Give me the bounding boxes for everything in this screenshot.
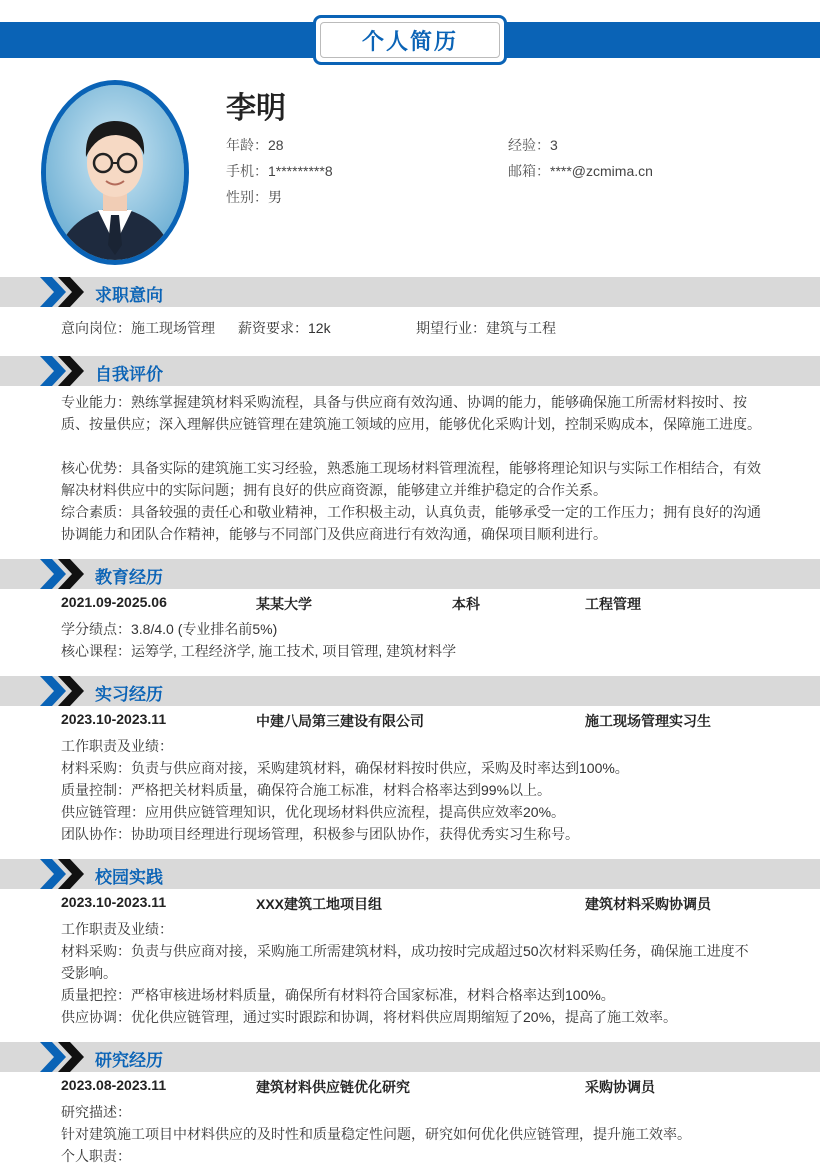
section-header-campus: [0, 859, 820, 889]
internship-period: 2023.10-2023.11: [61, 711, 167, 727]
experience-value: 3: [550, 137, 558, 153]
phone-value: 1*********8: [268, 163, 333, 179]
section-title-campus: 校园实践: [95, 868, 163, 887]
campus-duty: 供应协调：优化供应链管理，通过实时跟踪和协调，将材料供应周期缩短了20%，提高了施工效率。: [61, 1009, 678, 1025]
avatar-portrait-icon: [46, 85, 184, 260]
double-chevron-icon: [40, 859, 90, 889]
section-title-internship: 实习经历: [95, 685, 163, 704]
section-title-education: 教育经历: [95, 568, 163, 587]
education-degree: 本科: [452, 596, 480, 612]
research-topic: 建筑材料供应链优化研究: [256, 1079, 410, 1095]
education-row: [61, 594, 761, 616]
research-row: [61, 1077, 761, 1099]
section-title-research: 研究经历: [95, 1051, 163, 1070]
campus-row: [61, 894, 761, 916]
phone-field: [226, 161, 333, 181]
double-chevron-icon: [40, 356, 90, 386]
double-chevron-icon: [40, 559, 90, 589]
internship-duty: 质量控制：严格把关材料质量，确保符合施工标准，材料合格率达到99%以上。: [61, 782, 552, 798]
campus-role: 建筑材料采购协调员: [585, 896, 711, 912]
section-header-self-eval: [0, 356, 820, 386]
research-desc-heading: 研究描述：: [61, 1104, 131, 1120]
email-field: [508, 161, 653, 181]
research-period: 2023.08-2023.11: [61, 1077, 167, 1093]
research-desc: 针对建筑施工项目中材料供应的及时性和质量稳定性问题，研究如何优化供应链管理，提升施工效率。: [61, 1126, 691, 1142]
section-header-education: [0, 559, 820, 589]
internship-duty: 供应链管理：应用供应链管理知识，优化现场材料供应流程，提高供应效率20%。: [61, 804, 566, 820]
internship-row: [61, 711, 761, 733]
campus-org: XXX建筑工地项目组: [256, 896, 383, 912]
double-chevron-icon: [40, 1042, 90, 1072]
double-chevron-icon: [40, 277, 90, 307]
section-header-research: [0, 1042, 820, 1072]
candidate-name: 李明: [226, 92, 286, 125]
avatar: [41, 80, 189, 265]
phone-label: 手机：: [226, 163, 268, 179]
research-duties-heading: 个人职责：: [61, 1148, 131, 1164]
gender-label: 性别：: [226, 189, 268, 205]
intent-position: 意向岗位：施工现场管理: [61, 320, 215, 336]
internship-duties-heading: 工作职责及业绩：: [61, 738, 173, 754]
experience-label: 经验：: [508, 137, 550, 153]
education-courses: 核心课程：运筹学, 工程经济学, 施工技术, 项目管理, 建筑材料学: [61, 643, 457, 659]
section-title-intent: 求职意向: [95, 286, 163, 305]
internship-duty: 材料采购：负责与供应商对接，采购建筑材料，确保材料按时供应，采购及时率达到100%。: [61, 760, 629, 776]
self-eval-strengths: 核心优势：具备实际的建筑施工实习经验，熟悉施工现场材料管理流程，能够将理论知识与实际工作相结合，有效解决材料供应中的实际问题；拥有良好的供应商资源，能够建立并维护稳定的合作关系。: [61, 460, 761, 498]
experience-field: [508, 135, 558, 155]
section-title-self-eval: 自我评价: [95, 365, 163, 384]
intent-industry: 期望行业：建筑与工程: [416, 320, 556, 336]
intent-salary: 薪资要求：12k: [238, 320, 331, 336]
education-period: 2021.09-2025.06: [61, 594, 167, 610]
campus-duty: 质量把控：严格审核进场材料质量，确保所有材料符合国家标准，材料合格率达到100%。: [61, 987, 615, 1003]
campus-duties-heading: 工作职责及业绩：: [61, 921, 173, 937]
resume-title-box: [313, 15, 507, 65]
campus-period: 2023.10-2023.11: [61, 894, 167, 910]
section-header-internship: [0, 676, 820, 706]
age-label: 年龄：: [226, 137, 268, 153]
email-label: 邮箱：: [508, 163, 550, 179]
internship-role: 施工现场管理实习生: [585, 713, 711, 729]
email-value: ****@zcmima.cn: [550, 163, 653, 179]
self-eval-qualities: 综合素质：具备较强的责任心和敬业精神，工作积极主动，认真负责，能够承受一定的工作压力；拥有良好的沟通协调能力和团队合作精神，能够与不同部门及供应商进行有效沟通，确保项目顺利进行。: [61, 504, 761, 542]
internship-duty: 团队协作：协助项目经理进行现场管理，积极参与团队协作，获得优秀实习生称号。: [61, 826, 579, 842]
gender-value: 男: [268, 189, 282, 205]
self-eval-professional: 专业能力：熟练掌握建筑材料采购流程，具备与供应商有效沟通、协调的能力，能够确保施工所需材料按时、按质、按量供应；深入理解供应链管理在建筑施工领域的应用，能够优化采购计划，控制采购成本，保障施工进度。: [61, 394, 761, 432]
education-major: 工程管理: [585, 596, 641, 612]
resume-title: 个人简历: [320, 22, 500, 58]
internship-company: 中建八局第三建设有限公司: [256, 713, 424, 729]
double-chevron-icon: [40, 676, 90, 706]
research-role: 采购协调员: [585, 1079, 655, 1095]
age-field: [226, 135, 284, 155]
campus-duty: 材料采购：负责与供应商对接，采购施工所需建筑材料，成功按时完成超过50次材料采购任务，确保施工进度不受影响。: [61, 943, 749, 981]
gender-field: [226, 187, 282, 207]
education-school: 某某大学: [256, 596, 312, 612]
age-value: 28: [268, 137, 284, 153]
section-header-intent: [0, 277, 820, 307]
education-gpa: 学分绩点：3.8/4.0 (专业排名前5%): [61, 621, 278, 637]
